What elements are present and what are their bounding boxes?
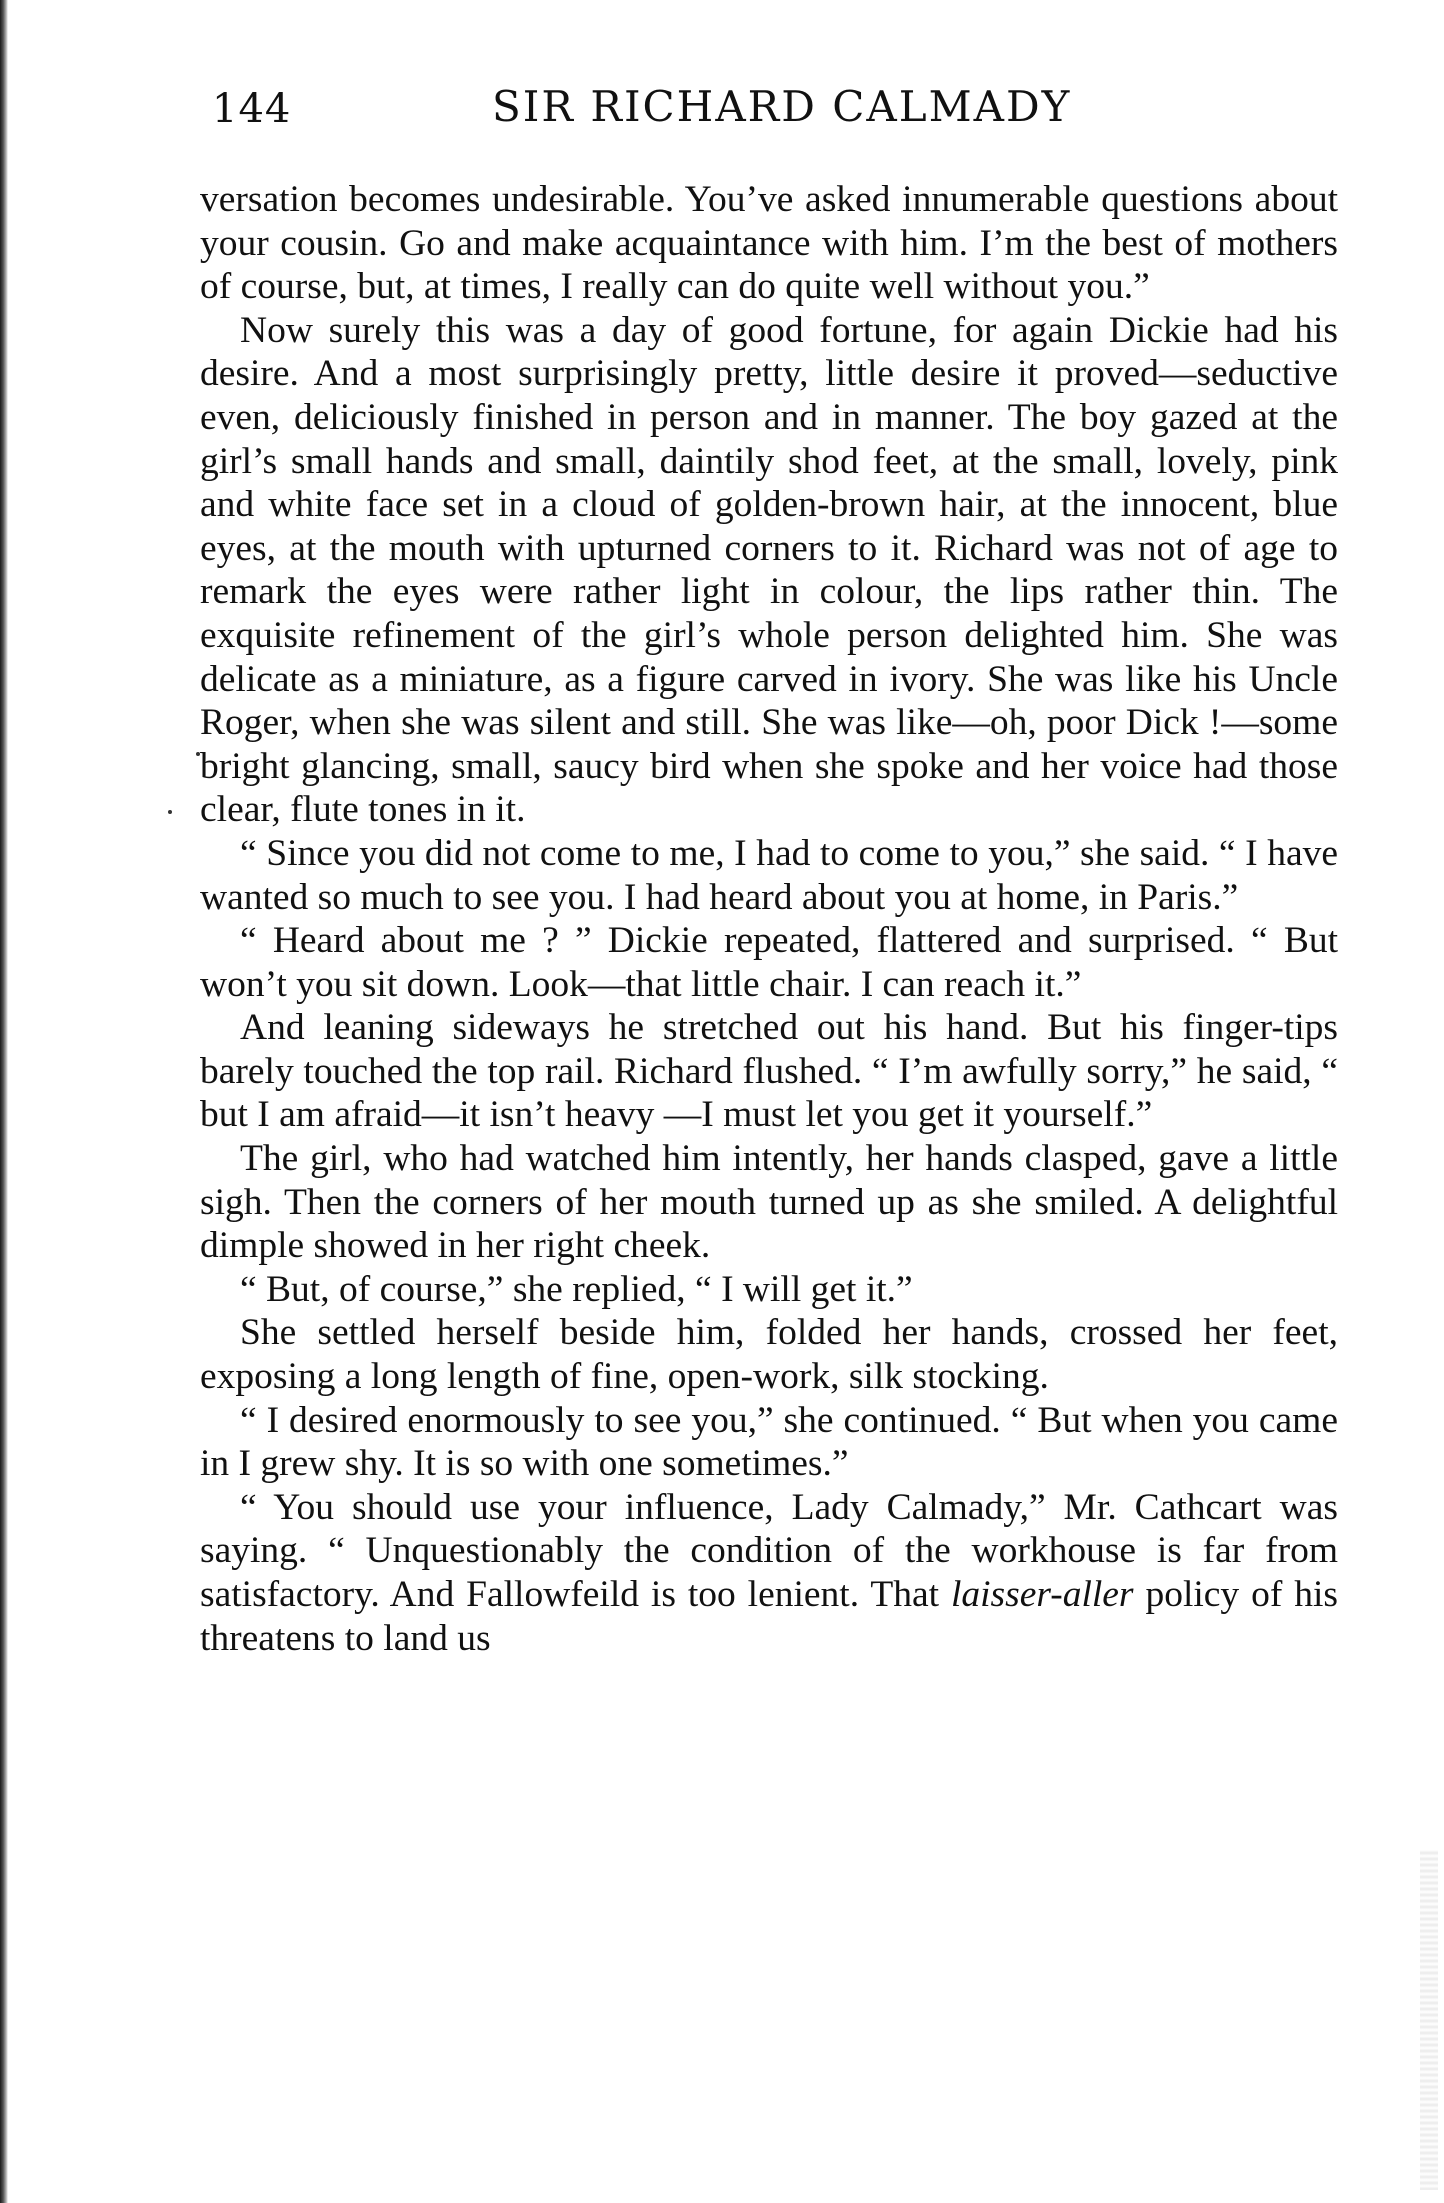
paragraph: Now surely this was a day of good fortune, for again Dickie had his desire. And a most surprisingly pretty, little desire it proved—seductive even, deliciously finished in person and in manner. The boy gazed at the girl’s small hands and small, daintily shod feet, at the small, lovely, pink and white face set in a cloud of golden-brown hair, at the innocent, blue eyes, at the mouth with upturned corners to it. Richard was not of age to remark the eyes were rather light in colour, the lips rather thin. The exquisite refinement of the girl’s whole person delighted him. She was delicate as a miniature, as a figure carved in ivory. She was like his Uncle Roger, when she was silent and still. She was like—oh, poor Dick !—some bright glancing, small, saucy bird when she spoke and her voice had those clear, flute tones in it.: [200, 309, 1338, 831]
paragraph-text-before-italic: “ You should use your influence, Lady Calmady,” Mr. Cathcart was saying. “ Unquestionably the condition of the workhouse is far from satisfactory. And Fallowfeild is too lenient. That: [200, 1486, 1338, 1615]
page-header: [212, 78, 1332, 148]
paragraph: “ Since you did not come to me, I had to come to you,” she said. “ I have wanted so much to see you. I had heard about you at home, in Paris.”: [200, 832, 1338, 918]
paragraph-text-after-italic: policy of his threatens to land us: [200, 1574, 1338, 1659]
page-number: 144: [212, 86, 292, 132]
paragraph: The girl, who had watched him intently, her hands clasped, gave a little sigh. Then the corners of her mouth turned up as she smiled. A delightful dimple showed in her right cheek.: [200, 1138, 1338, 1267]
paragraph: And leaning sideways he stretched out his hand. But his finger-tips barely touched the top rail. Richard flushed. “ I’m awfully sorry,” he said, “ but I am afraid—it isn’t heavy —I must let you get it yourself.”: [200, 1007, 1338, 1136]
paragraph-last: [200, 1486, 1338, 1660]
page-spine-shadow: [0, 0, 8, 2203]
print-speck: [168, 810, 172, 814]
paragraph: “ I desired enormously to see you,” she continued. “ But when you came in I grew shy. It is so with one sometimes.”: [200, 1399, 1338, 1485]
running-title: SIR RICHARD CALMADY: [492, 82, 1072, 131]
print-speck: [196, 752, 200, 756]
body-text: [200, 178, 1338, 1660]
paragraph: “ Heard about me ? ” Dickie repeated, flattered and surprised. “ But won’t you sit down. Look—that little chair. I can reach it.”: [200, 920, 1338, 1005]
italic-phrase: laisser-aller: [950, 1574, 1134, 1615]
paragraph: “ But, of course,” she replied, “ I will get it.”: [240, 1268, 913, 1310]
paragraph: versation becomes undesirable. You’ve asked innumerable questions about your cousin. Go and make acquaintance with him. I’m the best of mothers of course, but, at times, I really can do quite well without you.”: [200, 179, 1338, 308]
paragraph: She settled herself beside him, folded her hands, crossed her feet, exposing a long length of fine, open-work, silk stocking.: [200, 1312, 1338, 1398]
page-edge-artifact: [1420, 1850, 1438, 2190]
